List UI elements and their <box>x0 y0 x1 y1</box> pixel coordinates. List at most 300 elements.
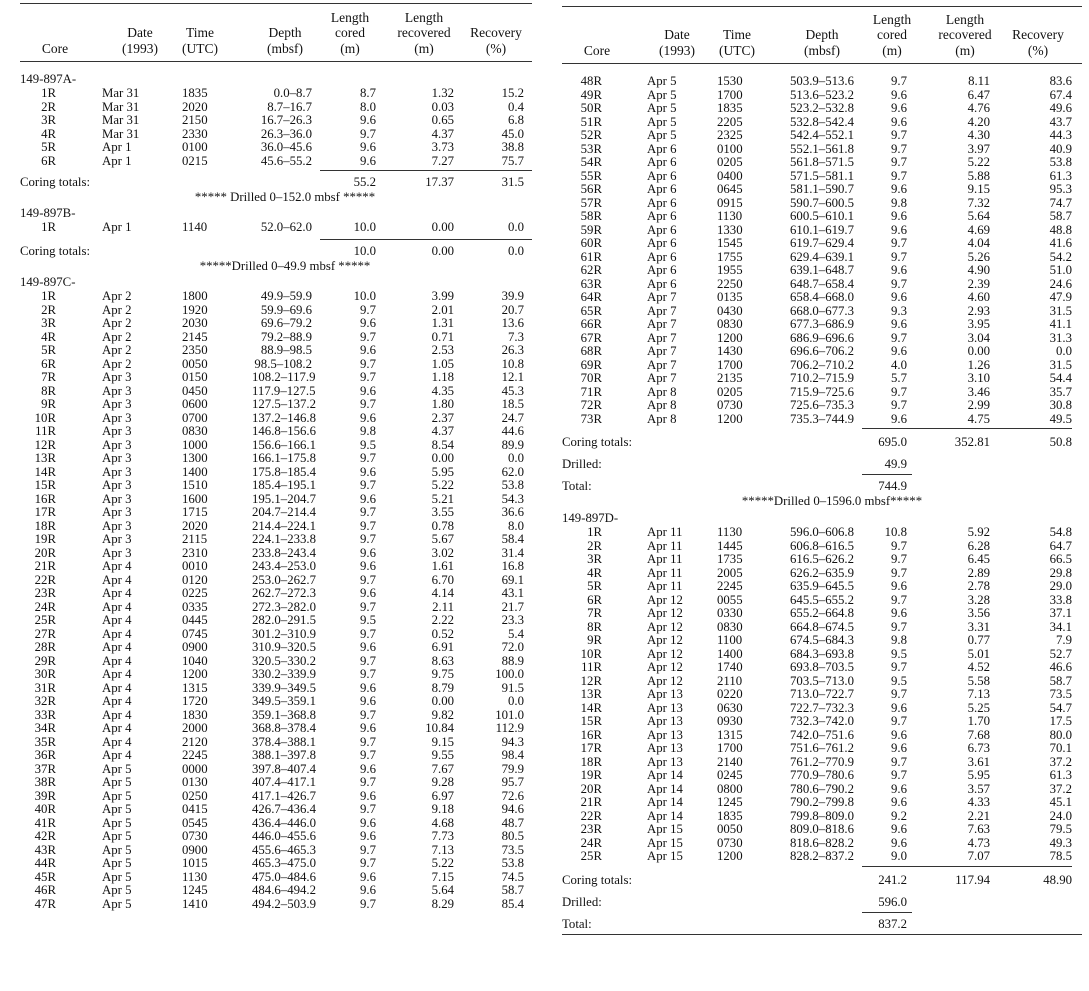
cell-time: 0010 <box>182 559 208 573</box>
cell-date: Apr 1 <box>102 153 132 168</box>
cell-time: 1920 <box>182 302 208 317</box>
cell-recovery: 35.7 <box>1049 384 1072 399</box>
cell-recovery: 95.3 <box>1049 182 1072 196</box>
cell-core: 60R <box>580 236 602 250</box>
cell-length-cored: 9.6 <box>891 209 907 223</box>
cell-date: Apr 3 <box>102 545 132 560</box>
cell-recovery: 75.7 <box>501 153 524 168</box>
cell-core: 45R <box>34 869 56 884</box>
cell-depth: 204.7–214.4 <box>252 505 316 519</box>
cell-length-recovered: 0.03 <box>431 99 454 114</box>
table-row <box>20 221 532 234</box>
table-row <box>20 425 532 438</box>
cell-time: 0250 <box>182 788 208 803</box>
cell-length-recovered: 4.04 <box>967 236 990 250</box>
cell-length-recovered: 4.35 <box>431 383 454 398</box>
cell-time: 2330 <box>182 126 208 141</box>
cell-length-cored: 9.7 <box>891 384 907 399</box>
cell-date: Apr 3 <box>102 505 132 519</box>
cell-depth: 552.1–561.8 <box>790 141 854 156</box>
cell-length-cored: 10.0 <box>353 289 376 303</box>
cell-core: 38R <box>34 775 56 789</box>
cell-length-cored: 9.7 <box>891 619 907 634</box>
cell-date: Apr 6 <box>647 209 677 223</box>
cell-length-recovered: 9.28 <box>431 775 454 789</box>
cell-length-cored: 9.2 <box>891 808 907 823</box>
cell-length-recovered: 1.26 <box>967 357 990 372</box>
cell-time: 2030 <box>182 316 208 330</box>
cell-time: 1315 <box>182 680 208 695</box>
cell-length-cored: 9.7 <box>891 141 907 156</box>
cell-core: 1R <box>41 220 56 234</box>
cell-recovery: 49.6 <box>1049 101 1072 115</box>
cell-date: Apr 5 <box>102 869 132 884</box>
cell-time: 0745 <box>182 626 208 641</box>
table-row <box>20 628 532 641</box>
cell-length-recovered: 7.68 <box>967 727 990 742</box>
cell-recovery: 58.7 <box>1049 209 1072 223</box>
cell-time: 0830 <box>182 424 208 438</box>
cell-time: 1400 <box>182 464 208 479</box>
cell-length-cored: 9.6 <box>360 788 376 803</box>
table-row <box>20 385 532 398</box>
cell-depth: 320.5–330.2 <box>252 653 316 668</box>
cell-core: 27R <box>34 626 56 641</box>
cell-date: Apr 4 <box>102 734 132 749</box>
cell-length-cored: 9.6 <box>891 727 907 742</box>
cell-length-recovered: 3.31 <box>967 619 990 634</box>
cell-length-cored: 9.7 <box>360 478 376 492</box>
cell-recovery: 33.8 <box>1049 592 1072 607</box>
cell-length-recovered: 3.97 <box>967 141 990 156</box>
cell-core: 3R <box>41 113 56 127</box>
cell-date: Apr 4 <box>102 667 132 681</box>
cell-depth: 166.1–175.8 <box>252 451 316 465</box>
cell-depth: 619.7–629.4 <box>790 236 854 250</box>
cell-core: 25R <box>580 849 602 863</box>
cell-recovery: 15.2 <box>501 86 524 100</box>
cell-length-cored: 9.6 <box>891 317 907 331</box>
cell-date: Mar 31 <box>102 86 140 100</box>
cell-length-recovered: 3.04 <box>967 330 990 345</box>
cell-recovery: 80.5 <box>501 829 524 843</box>
cell-length-cored: 9.5 <box>891 673 907 688</box>
cell-depth: 0.0–8.7 <box>273 86 312 100</box>
cell-length-cored: 10.0 <box>353 220 376 234</box>
coring-totals-value: 48.90 <box>1043 872 1072 887</box>
cell-core: 16R <box>580 727 602 742</box>
cell-depth: 696.6–706.2 <box>790 344 854 358</box>
cell-recovery: 38.8 <box>501 140 524 154</box>
cell-recovery: 37.2 <box>1049 754 1072 769</box>
cell-core: 50R <box>580 101 602 115</box>
cell-recovery: 29.8 <box>1049 565 1072 580</box>
cell-length-recovered: 3.10 <box>967 371 990 385</box>
cell-time: 1410 <box>182 896 208 911</box>
cell-length-recovered: 5.64 <box>431 883 454 897</box>
cell-time: 0335 <box>182 599 208 614</box>
cell-length-cored: 9.6 <box>891 114 907 129</box>
coring-totals-value: 241.2 <box>878 872 907 887</box>
cell-length-cored: 9.6 <box>360 140 376 154</box>
cell-length-cored: 9.6 <box>360 721 376 735</box>
sum-rule <box>862 912 912 913</box>
cell-depth: 214.4–224.1 <box>252 518 316 533</box>
cell-recovery: 12.1 <box>501 370 524 384</box>
cell-time: 1315 <box>717 727 743 742</box>
cell-date: Apr 12 <box>647 619 683 634</box>
cell-date: Apr 12 <box>647 646 683 661</box>
cell-depth: 59.9–69.6 <box>260 302 312 317</box>
subtotal-rule <box>862 428 1072 429</box>
cell-length-recovered: 3.02 <box>431 545 454 560</box>
cell-recovery: 52.7 <box>1049 646 1072 661</box>
cell-core: 2R <box>41 302 56 317</box>
cell-date: Apr 14 <box>647 795 683 809</box>
cell-date: Apr 3 <box>102 370 132 384</box>
cell-core: 32R <box>34 694 56 708</box>
cell-depth: 626.2–635.9 <box>790 565 854 580</box>
cell-date: Apr 7 <box>647 344 677 358</box>
cell-recovery: 48.8 <box>1049 222 1072 237</box>
cell-recovery: 58.4 <box>501 532 524 546</box>
cell-length-recovered: 2.78 <box>967 579 990 593</box>
cell-length-cored: 9.6 <box>891 606 907 620</box>
cell-time: 1720 <box>182 694 208 708</box>
cell-time: 1245 <box>182 883 208 897</box>
cell-length-cored: 4.0 <box>891 357 907 372</box>
cell-length-recovered: 1.70 <box>967 714 990 728</box>
table-row <box>20 749 532 762</box>
table-row <box>20 493 532 506</box>
cell-depth: 224.1–233.8 <box>252 532 316 546</box>
cell-time: 1130 <box>182 869 208 884</box>
cell-depth: 98.5–108.2 <box>254 356 312 371</box>
cell-length-cored: 9.7 <box>360 653 376 668</box>
table-row <box>20 344 532 357</box>
cell-depth: 310.9–320.5 <box>252 640 316 654</box>
cell-length-cored: 9.7 <box>891 155 907 169</box>
cell-length-recovered: 8.63 <box>431 653 454 668</box>
cell-time: 0900 <box>182 842 208 857</box>
cell-recovery: 41.1 <box>1049 317 1072 331</box>
table-row <box>20 304 532 317</box>
table-row <box>20 803 532 816</box>
cell-date: Apr 13 <box>647 714 683 728</box>
table-row <box>20 790 532 803</box>
cell-recovery: 54.8 <box>1049 525 1072 539</box>
cell-length-recovered: 7.73 <box>431 829 454 843</box>
table-row <box>562 264 1082 277</box>
cell-depth: 330.2–339.9 <box>252 667 316 681</box>
cell-date: Apr 13 <box>647 687 683 701</box>
cell-date: Apr 11 <box>647 565 683 580</box>
cell-time: 0135 <box>717 290 743 304</box>
cell-time: 2140 <box>717 754 743 769</box>
cell-recovery: 16.8 <box>501 559 524 573</box>
cell-recovery: 17.5 <box>1049 714 1072 728</box>
cell-time: 0730 <box>717 835 743 850</box>
cell-time: 2115 <box>182 532 208 546</box>
cell-length-recovered: 3.95 <box>967 317 990 331</box>
cell-depth: 465.3–475.0 <box>252 856 316 870</box>
cell-date: Apr 3 <box>102 383 132 398</box>
cell-length-recovered: 3.73 <box>431 140 454 154</box>
table-row <box>20 155 532 168</box>
cell-length-cored: 9.7 <box>891 128 907 142</box>
cell-depth: 610.1–619.7 <box>790 222 854 237</box>
table-row <box>20 763 532 776</box>
cell-core: 36R <box>34 748 56 762</box>
cell-depth: 417.1–426.7 <box>252 788 316 803</box>
cell-core: 15R <box>34 478 56 492</box>
table-row <box>562 386 1082 399</box>
cell-recovery: 0.0 <box>508 220 524 234</box>
cell-length-recovered: 3.61 <box>967 754 990 769</box>
cell-length-recovered: 0.00 <box>431 694 454 708</box>
cell-depth: 571.5–581.1 <box>790 168 854 183</box>
cell-date: Apr 13 <box>647 700 683 715</box>
header-date: Date (1993) <box>659 27 695 58</box>
cell-depth: 581.1–590.7 <box>790 182 854 196</box>
cell-recovery: 43.1 <box>501 586 524 600</box>
cell-length-cored: 9.0 <box>891 849 907 863</box>
cell-date: Apr 3 <box>102 397 132 411</box>
cell-length-cored: 9.6 <box>360 680 376 695</box>
cell-date: Apr 14 <box>647 808 683 823</box>
cell-core: 70R <box>580 371 602 385</box>
cell-length-recovered: 0.00 <box>431 220 454 234</box>
cell-recovery: 94.6 <box>501 802 524 816</box>
cell-length-cored: 9.6 <box>360 545 376 560</box>
drilled-value: 49.9 <box>884 457 907 471</box>
cell-date: Apr 4 <box>102 572 132 587</box>
cell-length-cored: 9.6 <box>360 640 376 654</box>
hole-label: 149-897A- <box>20 72 77 86</box>
cell-core: 3R <box>587 552 602 566</box>
cell-date: Apr 3 <box>102 532 132 546</box>
table-row <box>562 291 1082 304</box>
total-label: Total: <box>562 916 592 931</box>
cell-length-cored: 9.7 <box>360 329 376 344</box>
cell-core: 7R <box>41 370 56 384</box>
cell-core: 5R <box>587 579 602 593</box>
cell-recovery: 53.8 <box>501 478 524 492</box>
cell-depth: 677.3–686.9 <box>790 317 854 331</box>
coring-totals-value: 10.0 <box>353 244 376 258</box>
table-row <box>20 439 532 452</box>
cell-date: Apr 11 <box>647 552 683 566</box>
table-row <box>20 533 532 546</box>
cell-core: 8R <box>587 619 602 634</box>
cell-recovery: 37.2 <box>1049 781 1072 796</box>
cell-depth: 52.0–62.0 <box>260 220 312 234</box>
cell-time: 2150 <box>182 113 208 127</box>
table-row <box>20 668 532 681</box>
cell-time: 0225 <box>182 586 208 600</box>
cell-time: 2205 <box>717 114 743 129</box>
cell-core: 2R <box>41 99 56 114</box>
cell-length-recovered: 7.13 <box>431 842 454 857</box>
cell-length-recovered: 2.22 <box>431 613 454 627</box>
cell-time: 1430 <box>717 344 743 358</box>
cell-time: 0100 <box>182 140 208 154</box>
cell-length-cored: 9.6 <box>360 883 376 897</box>
cell-date: Apr 5 <box>102 856 132 870</box>
cell-length-cored: 9.6 <box>360 316 376 330</box>
cell-date: Apr 4 <box>102 626 132 641</box>
cell-time: 1140 <box>182 220 208 234</box>
cell-length-recovered: 2.89 <box>967 565 990 580</box>
table-row <box>562 607 1082 620</box>
cell-date: Apr 6 <box>647 276 677 291</box>
cell-recovery: 49.5 <box>1049 411 1072 426</box>
cell-time: 1755 <box>717 249 743 264</box>
cell-recovery: 74.7 <box>1049 195 1072 210</box>
cell-length-recovered: 2.39 <box>967 276 990 291</box>
cell-date: Mar 31 <box>102 113 140 127</box>
cell-length-recovered: 1.80 <box>431 397 454 411</box>
cell-length-cored: 9.6 <box>891 700 907 715</box>
cell-recovery: 13.6 <box>501 316 524 330</box>
cell-recovery: 69.1 <box>501 572 524 587</box>
cell-depth: 655.2–664.8 <box>790 606 854 620</box>
cell-recovery: 80.0 <box>1049 727 1072 742</box>
table-row <box>20 898 532 911</box>
table-row <box>20 574 532 587</box>
cell-time: 2135 <box>717 371 743 385</box>
cell-time: 2325 <box>717 128 743 142</box>
cell-date: Apr 12 <box>647 660 683 674</box>
cell-length-recovered: 5.95 <box>431 464 454 479</box>
cell-depth: 233.8–243.4 <box>252 545 316 560</box>
cell-recovery: 83.6 <box>1049 74 1072 88</box>
cell-core: 47R <box>34 896 56 911</box>
table-row <box>20 547 532 560</box>
cell-core: 65R <box>580 303 602 318</box>
cell-depth: 494.2–503.9 <box>252 896 316 911</box>
cell-core: 22R <box>34 572 56 587</box>
cell-recovery: 36.6 <box>501 505 524 519</box>
cell-core: 72R <box>580 398 602 412</box>
cell-date: Apr 4 <box>102 586 132 600</box>
cell-length-recovered: 1.32 <box>431 86 454 100</box>
cell-length-cored: 10.8 <box>884 525 907 539</box>
cell-length-cored: 9.7 <box>360 842 376 857</box>
cell-depth: 542.4–552.1 <box>790 128 854 142</box>
cell-recovery: 31.4 <box>501 545 524 560</box>
cell-length-recovered: 0.52 <box>431 626 454 641</box>
cell-depth: 606.8–616.5 <box>790 538 854 553</box>
cell-length-cored: 9.7 <box>891 552 907 566</box>
cell-length-cored: 9.6 <box>360 410 376 425</box>
table-row <box>562 823 1082 836</box>
cell-core: 1R <box>587 525 602 539</box>
cell-length-recovered: 2.53 <box>431 343 454 357</box>
cell-depth: 770.9–780.6 <box>790 768 854 782</box>
cell-date: Apr 7 <box>647 371 677 385</box>
table-row <box>562 715 1082 728</box>
cell-recovery: 74.5 <box>501 869 524 884</box>
cell-core: 17R <box>34 505 56 519</box>
cell-length-cored: 9.6 <box>360 153 376 168</box>
cell-depth: 735.3–744.9 <box>790 411 854 426</box>
cell-length-cored: 9.7 <box>360 370 376 384</box>
cell-core: 54R <box>580 155 602 169</box>
cell-length-recovered: 3.99 <box>431 289 454 303</box>
cell-length-recovered: 9.75 <box>431 667 454 681</box>
cell-depth: 828.2–837.2 <box>790 849 854 863</box>
cell-core: 25R <box>34 613 56 627</box>
table-row <box>20 857 532 870</box>
cell-length-cored: 9.6 <box>360 559 376 573</box>
cell-recovery: 72.6 <box>501 788 524 803</box>
cell-length-recovered: 7.63 <box>967 822 990 836</box>
cell-core: 56R <box>580 182 602 196</box>
table-row <box>562 540 1082 553</box>
cell-core: 1R <box>41 289 56 303</box>
cell-core: 64R <box>580 290 602 304</box>
cell-length-recovered: 4.52 <box>967 660 990 674</box>
cell-depth: 523.2–532.8 <box>790 101 854 115</box>
coring-totals-value: 352.81 <box>954 435 990 449</box>
cell-date: Apr 3 <box>102 437 132 452</box>
cell-length-cored: 9.6 <box>360 815 376 830</box>
cell-length-cored: 9.6 <box>891 222 907 237</box>
cell-core: 31R <box>34 680 56 695</box>
cell-date: Apr 5 <box>102 761 132 776</box>
cell-length-cored: 9.6 <box>360 491 376 506</box>
cell-depth: 175.8–185.4 <box>252 464 316 479</box>
hole-label: 149-897D- <box>562 511 619 525</box>
cell-time: 1445 <box>717 538 743 553</box>
table-row <box>20 655 532 668</box>
cell-core: 9R <box>41 397 56 411</box>
cell-core: 30R <box>34 667 56 681</box>
cell-length-cored: 9.6 <box>891 182 907 196</box>
cell-core: 39R <box>34 788 56 803</box>
header-length-cored: Length cored (m) <box>872 11 912 58</box>
cell-core: 5R <box>41 140 56 154</box>
cell-date: Apr 6 <box>647 141 677 156</box>
cell-recovery: 70.1 <box>1049 741 1072 755</box>
table-row <box>562 156 1082 169</box>
cell-recovery: 58.7 <box>501 883 524 897</box>
cell-recovery: 37.1 <box>1049 606 1072 620</box>
cell-depth: 674.5–684.3 <box>790 633 854 647</box>
cell-length-recovered: 6.91 <box>431 640 454 654</box>
header-depth: Depth (mbsf) <box>804 27 840 58</box>
cell-time: 0830 <box>717 317 743 331</box>
cell-date: Apr 15 <box>647 849 683 863</box>
cell-length-cored: 9.6 <box>360 343 376 357</box>
cell-depth: 664.8–674.5 <box>790 619 854 634</box>
cell-length-recovered: 7.67 <box>431 761 454 776</box>
cell-length-recovered: 1.18 <box>431 370 454 384</box>
cell-depth: 108.2–117.9 <box>252 370 316 384</box>
cell-length-cored: 9.7 <box>360 896 376 911</box>
cell-length-recovered: 3.57 <box>967 781 990 796</box>
cell-length-cored: 9.6 <box>891 822 907 836</box>
cell-time: 0050 <box>182 356 208 371</box>
cell-length-cored: 9.7 <box>360 356 376 371</box>
cell-depth: 710.2–715.9 <box>790 371 854 385</box>
cell-length-cored: 9.6 <box>891 101 907 115</box>
cell-length-recovered: 1.61 <box>431 559 454 573</box>
table-row <box>20 520 532 533</box>
cell-recovery: 24.6 <box>1049 276 1072 291</box>
table-row <box>562 359 1082 372</box>
